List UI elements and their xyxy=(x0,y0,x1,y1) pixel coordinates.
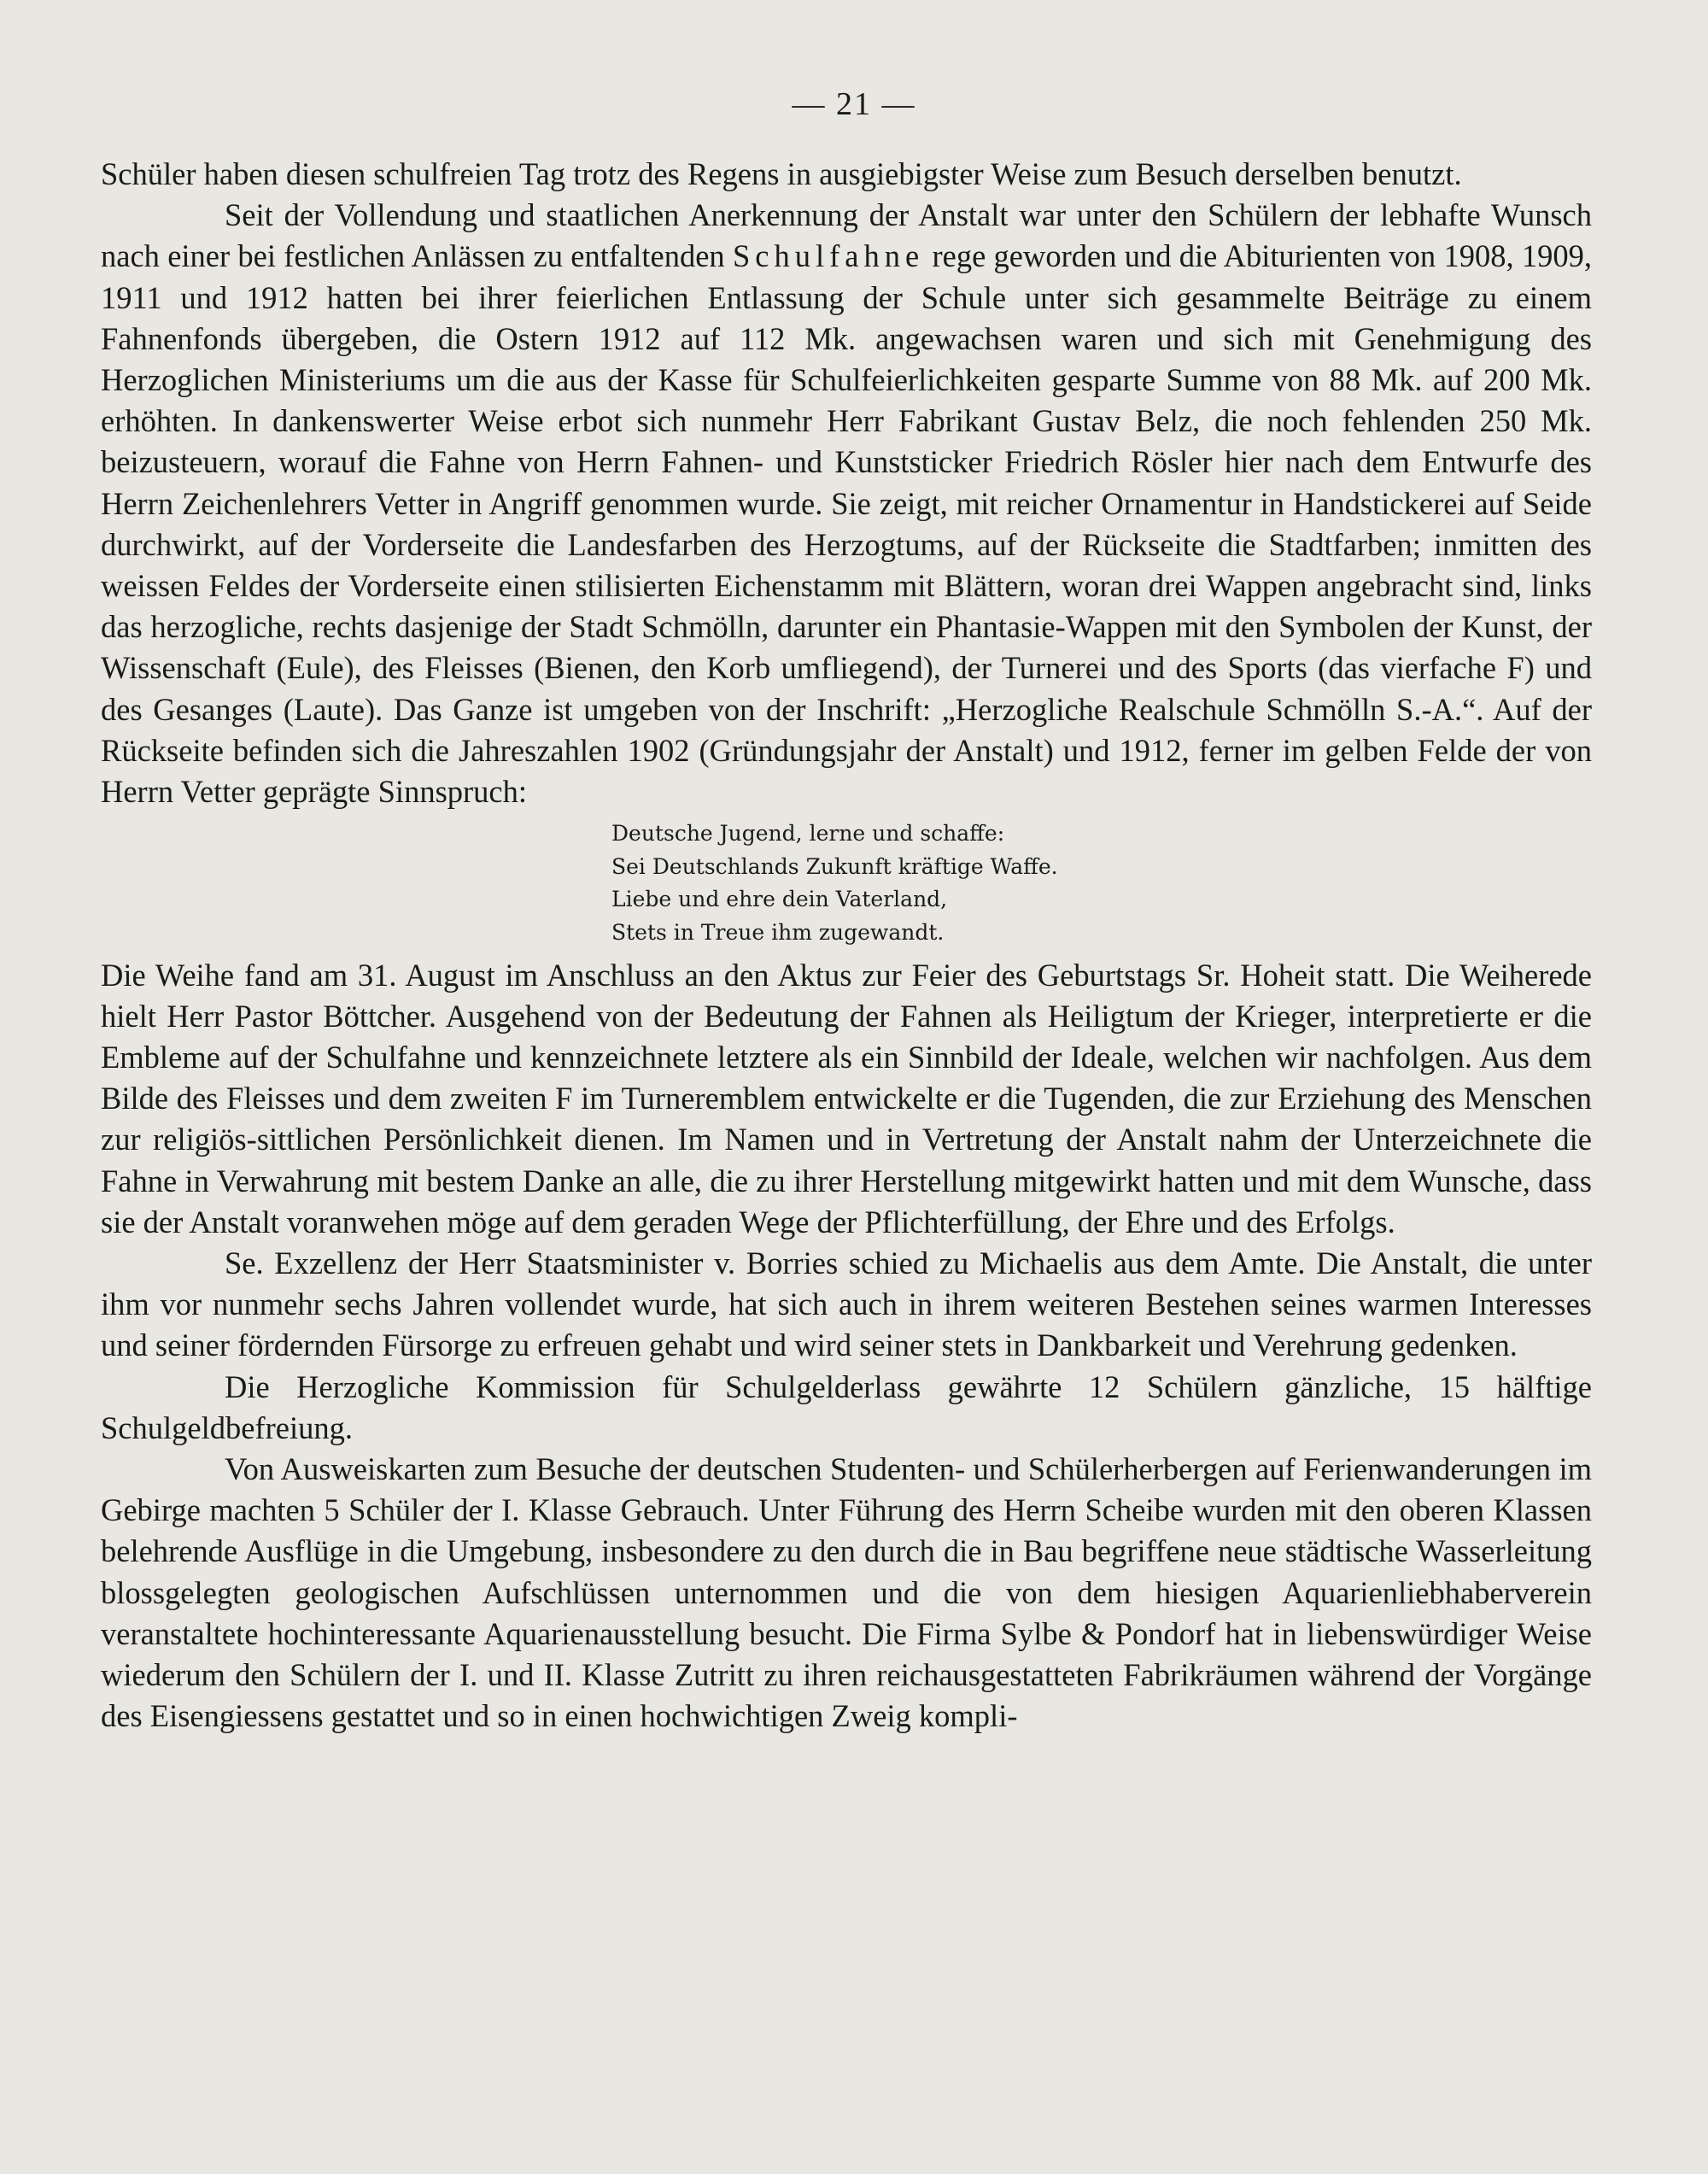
page-number: — 21 — xyxy=(792,86,916,122)
paragraph-4: Se. Exzellenz der Herr Staatsminister v. Borries schied zu Michaelis aus dem Amte. Die Anstalt, die unter ihm vor nunmehr sechs Jahren vollendet wurde, hat sich auch in ihrem weiteren Bestehen seines warmen Interesses und seiner fördernden Fürsorge zu erfreuen gehabt und wird seiner stets in Dankbarkeit und Verehrung gedenken. xyxy=(101,1245,1592,1363)
motto-line: Sei Deutschlands Zukunft kräftige Waffe. xyxy=(611,853,1058,879)
paragraph-1: Schüler haben diesen schulfreien Tag trotz des Regens in ausgiebigster Weise zum Besuch derselben benutzt. xyxy=(101,156,1462,191)
spaced-word-schulfahne: Schulfahne xyxy=(732,238,925,274)
paragraph-2-before: Seit der Vollendung und staatlichen Anerkennung der Anstalt war unter den Schülern der lebhafte Wunsch nach einer bei festlichen Anlässen zu entfaltenden xyxy=(101,197,1592,274)
paragraph-6: Von Ausweiskarten zum Besuche der deutschen Studenten- und Schülerherbergen auf Ferienwanderungen im Gebirge machten 5 Schüler der I. Klasse Gebrauch. Unter Führung des Herrn Scheibe wurden mit den oberen Klassen belehrende Ausflüge in die Umgebung, insbesondere zu den durch die in Bau begriffene neue städtische Wasserleitung blossgelegten geologischen Aufschlüssen unternommen und die von dem hiesigen Aquarienliebhaberverein veranstaltete hochinteressante Aquarienausstellung besucht. Die Firma Sylbe & Pondorf hat in liebenswürdiger Weise wiederum den Schülern der I. und II. Klasse Zutritt zu ihren reichausgestatteten Fabrikräumen während der Vorgänge des Eisengiessens gestattet und so in einen hochwichtigen Zweig kompli- xyxy=(101,1451,1592,1734)
paragraph-2 xyxy=(101,195,1592,812)
motto-line: Liebe und ehre dein Vaterland, xyxy=(611,887,948,912)
motto-verse xyxy=(611,817,1592,949)
paragraph-2-after: rege geworden und die Abiturienten von 1908, 1909, 1911 und 1912 hatten bei ihrer feierlichen Entlassung der Schule unter sich gesammelte Beiträge zu einem Fahnenfonds übergeben, die Ostern 1912 auf 112 Mk. angewachsen waren und sich mit Genehmigung des Herzoglichen Ministeriums um die aus der Kasse für Schulfeierlichkeiten gesparte Summe von 88 Mk. auf 200 Mk. erhöhten. In dankenswerter Weise erbot sich nunmehr Herr Fabrikant Gustav Belz, die noch fehlenden 250 Mk. beizusteuern, worauf die Fahne von Herrn Fahnen- und Kunststicker Friedrich Rösler hier nach dem Entwurfe des Herrn Zeichenlehrers Vetter in Angriff genommen wurde. Sie zeigt, mit reicher Ornamentur in Handstickerei auf Seide durchwirkt, auf der Vorderseite die Landesfarben des Herzogtums, auf der Rückseite die Stadtfarben; inmitten des weissen Feldes der Vorderseite einen stilisierten Eichenstamm mit Blättern, woran drei Wappen angebracht sind, links das herzogliche, rechts dasjenige der Stadt Schmölln, darunter ein Phantasie-Wappen mit den Symbolen der Kunst, der Wissenschaft (Eule), des Fleisses (Bienen, den Korb umfliegend), der Turnerei und des Sports (das vierfache F) und des Gesanges (Laute). Das Ganze ist umgeben von der Inschrift: „Herzogliche Realschule Schmölln S.-A.“. Auf der Rückseite befinden sich die Jahreszahlen 1902 (Gründungsjahr der Anstalt) und 1912, ferner im gelben Felde der von Herrn Vetter geprägte Sinnspruch: xyxy=(101,238,1592,810)
paragraph-3: Die Weihe fand am 31. August im Anschluss an den Aktus zur Feier des Geburtstags Sr. Hoheit statt. Die Weiherede hielt Herr Pastor Böttcher. Ausgehend von der Bedeutung der Fahnen als Heiligtum der Krieger, interpretierte er die Embleme auf der Schulfahne und kennzeichnete letztere als ein Sinnbild der Ideale, welchen wir nachfolgen. Aus dem Bilde des Fleisses und dem zweiten F im Turneremblem entwickelte er die Tugenden, die zur Erziehung des Menschen zur religiös-sittlichen Persönlichkeit dienen. Im Namen und in Vertretung der Anstalt nahm der Unterzeichnete die Fahne in Verwahrung mit bestem Danke an alle, die zu ihrer Herstellung mitgewirkt hatten und mit dem Wunsche, dass sie der Anstalt voranwehen möge auf dem geraden Wege der Pflichterfüllung, der Ehre und des Erfolgs. xyxy=(101,957,1592,1239)
body-text xyxy=(101,154,1592,1737)
motto-line: Deutsche Jugend, lerne und schaffe: xyxy=(611,821,1005,847)
paragraph-5: Die Herzogliche Kommission für Schulgelderlass gewährte 12 Schülern gänzliche, 15 hälftige Schulgeldbefreiung. xyxy=(101,1368,1592,1445)
motto-line: Stets in Treue ihm zugewandt. xyxy=(611,920,945,946)
